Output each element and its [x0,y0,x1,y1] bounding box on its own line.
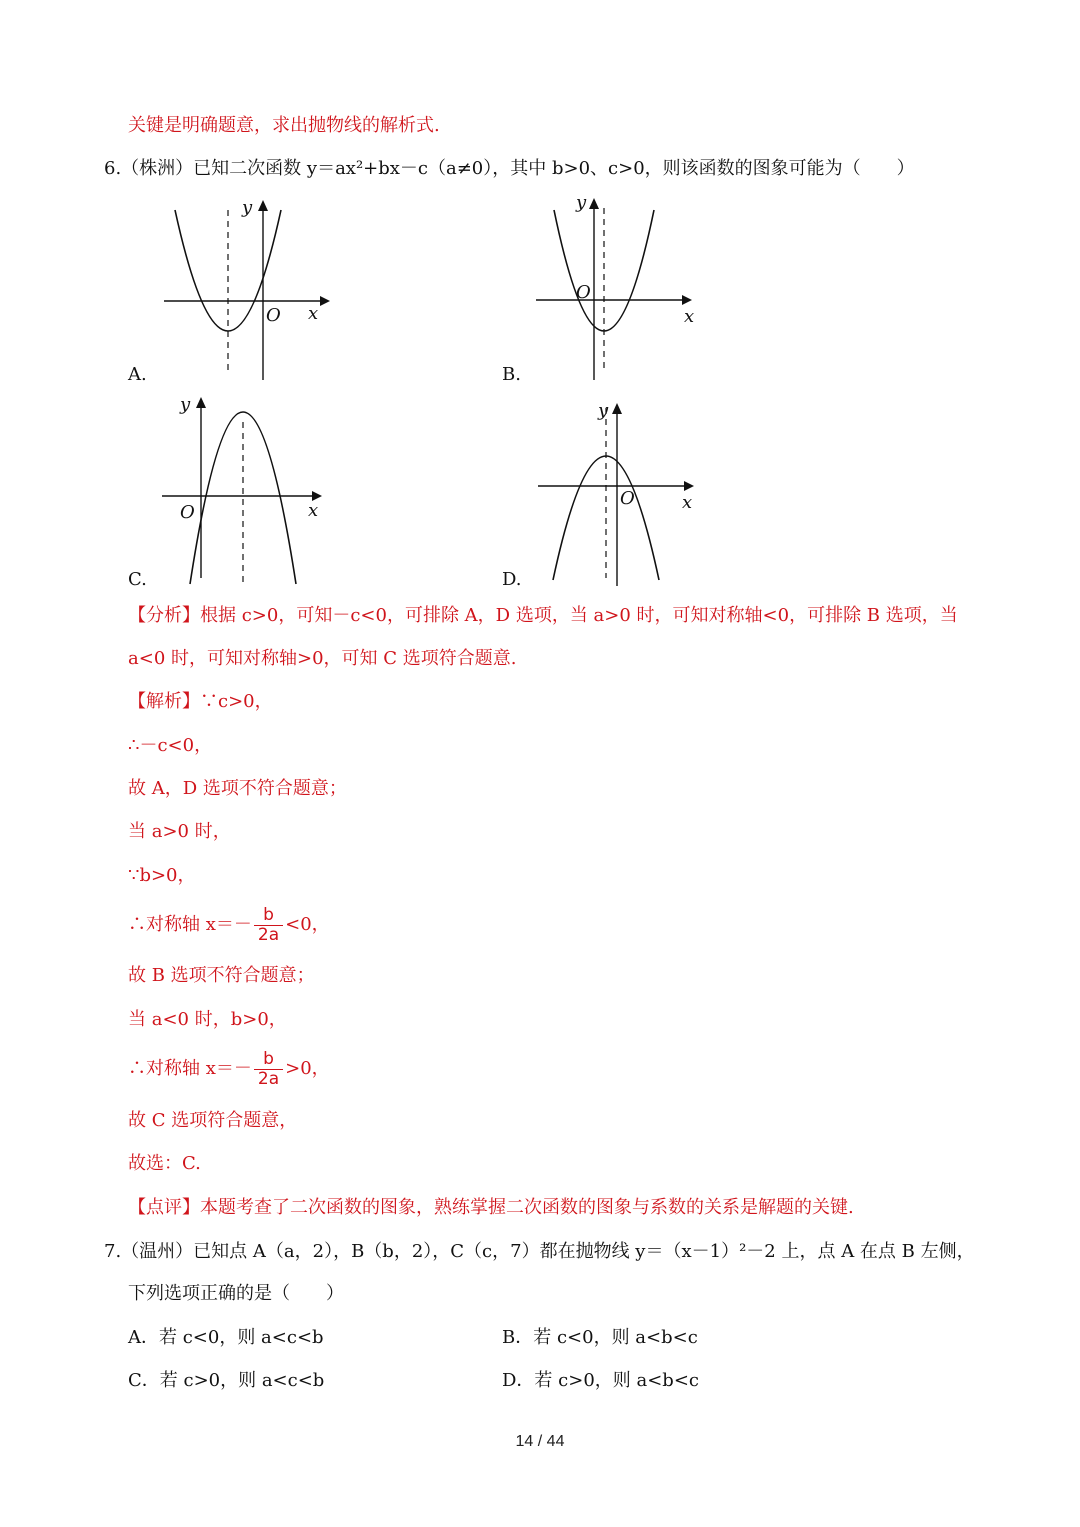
graph-d-y-arrow [612,403,622,414]
option-d-label: D. [502,569,522,590]
solution-step-9 [128,1047,330,1091]
fraction-1-numerator: b [263,904,274,925]
graph-c-origin-label: O [180,502,195,523]
analysis-line-1: 【分析】根据 c>0，可知－c<0，可排除 A，D 选项，当 a>0 时，可知对称轴<0，可排除 B 选项，当 [128,605,958,626]
q7-option-a: A．若 c<0，则 a<c<b [128,1327,324,1348]
graph-a-origin-label: O [266,305,281,326]
solution-step-6 [128,903,330,947]
solution-step-1: 【解析】∵c>0， [128,691,273,712]
option-a-label: A. [128,364,147,385]
solution-step-5: ∵b>0， [128,865,196,886]
analysis-line-2: a<0 时，可知对称轴>0，可知 C 选项符合题意. [128,648,517,669]
q7-option-c: C．若 c>0，则 a<c<b [128,1370,325,1391]
fraction-2-numerator: b [263,1048,274,1069]
solution-step-4: 当 a>0 时， [128,821,231,842]
comment-line: 【点评】本题考查了二次函数的图象，熟练掌握二次函数的图象与系数的关系是解题的关键. [128,1197,854,1218]
graph-a-y-arrow [258,200,268,211]
graph-c-y-label: y [180,394,191,415]
graph-b-y-label: y [576,192,587,213]
q7-stem-line-2: 下列选项正确的是（ ） [128,1283,344,1304]
intro-line: 关键是明确题意，求出抛物线的解析式. [128,115,440,136]
axis-fraction-2 [254,1050,283,1089]
q7-stem-line-1: 7.（温州）已知点 A（a，2），B（b，2），C（c，7）都在抛物线 y＝（x－1）²－2 上，点 A 在点 B 左侧， [104,1241,975,1262]
q7-option-d: D．若 c>0，则 a<b<c [502,1370,699,1391]
solution-step-6-suffix: <0， [285,914,330,935]
solution-step-9-suffix: >0， [285,1058,330,1079]
fraction-2-denominator: 2a [254,1069,283,1089]
solution-step-11: 故选：C. [128,1153,201,1174]
solution-step-8: 当 a<0 时，b>0， [128,1009,287,1030]
graph-a-y-label: y [242,197,253,218]
fraction-1-denominator: 2a [254,925,283,945]
graph-b-x-arrow [682,295,692,305]
graph-c-y-arrow [196,397,206,408]
q6-stem: 6.（株洲）已知二次函数 y＝ax²+bx－c（a≠0），其中 b>0、c>0，则该函数的图象可能为（ ） [104,158,915,179]
graph-a-x-label: x [308,303,319,324]
graph-c [150,392,335,588]
solution-step-10: 故 C 选项符合题意， [128,1110,298,1131]
option-c-label: C. [128,569,147,590]
solution-step-6-prefix: ∴对称轴 x＝－ [128,914,252,935]
page-number: 14 / 44 [515,1433,565,1450]
graph-b-origin-label: O [576,282,591,303]
graph-d [530,396,715,588]
graph-d-origin-label: O [620,488,635,509]
q7-option-b: B．若 c<0，则 a<b<c [502,1327,698,1348]
graph-b-y-arrow [589,198,599,209]
graph-d-y-label: y [598,400,609,421]
solution-step-9-prefix: ∴对称轴 x＝－ [128,1058,252,1079]
graph-a [150,195,335,383]
option-b-label: B. [502,364,521,385]
axis-fraction-1 [254,906,283,945]
solution-step-2: ∴－c<0， [128,735,213,756]
solution-step-7: 故 B 选项不符合题意； [128,965,315,986]
graph-c-x-label: x [308,500,319,521]
graph-d-x-label: x [682,492,693,513]
graph-b [530,190,715,382]
solution-step-3: 故 A，D 选项不符合题意； [128,778,347,799]
graph-d-x-arrow [684,481,694,491]
graph-b-x-label: x [684,306,695,327]
graph-a-x-arrow [320,296,330,306]
